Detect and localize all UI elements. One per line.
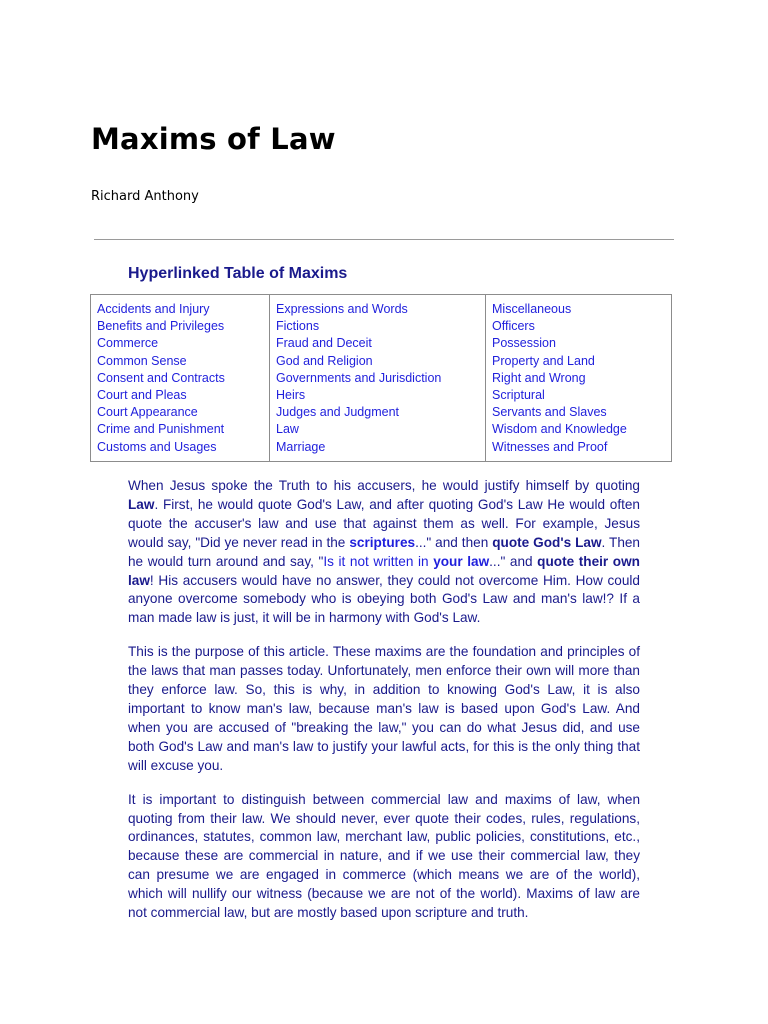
toc-link[interactable]: Customs and Usages [97,439,217,454]
toc-link[interactable]: Officers [492,319,535,334]
toc-column-3 [486,295,671,461]
toc-column-2 [270,295,486,461]
toc-link[interactable]: Court and Pleas [97,388,187,403]
toc-link[interactable]: Consent and Contracts [97,370,225,385]
toc-link[interactable]: Servants and Slaves [492,405,607,420]
toc-link[interactable]: Commerce [97,336,159,351]
toc-link[interactable]: Accidents and Injury [97,302,210,316]
bold-quote-their-own-law: quote their own law [128,553,640,588]
toc-link[interactable]: Miscellaneous [492,302,572,316]
link-scriptures[interactable]: scriptures [349,534,416,550]
article-body [128,477,640,938]
maxims-table [90,294,672,462]
paragraph-commercial-law: It is important to distinguish between commercial law and maxims of law, when quoting from their law. We should never, ever quote their codes, rules, regulations, ordinances, statutes, common law, merchant law, public policies, constitutions, etc., because these are commercial in nature, and if we use their commercial law, they can presume we are engaged in commerce (which means we are of the world), which will nullify our witness (because we are not of the world). Maxims of law are not commercial law, but are mostly based upon scripture and truth. [128,791,640,921]
toc-link[interactable]: Crime and Punishment [97,422,225,437]
toc-link[interactable]: Benefits and Privileges [97,319,225,334]
text-run: . First, he would quote God's Law, and after quoting God's Law He would often quote the accuser's law and use that against them as well. For example, Jesus would say, "Did ye never read in the [128,496,640,550]
toc-link[interactable]: Marriage [276,439,326,454]
toc-link[interactable]: Scriptural [492,388,545,403]
toc-link[interactable]: Judges and Judgment [276,405,400,420]
link-your-law[interactable]: your law [433,553,490,569]
page-title: Maxims of Law [91,122,336,156]
link-is-it-not-written[interactable]: Is it not written in [323,553,434,569]
bold-quote-gods-law: quote God's Law [492,534,602,550]
toc-link[interactable]: God and Religion [276,353,373,368]
toc-link[interactable]: Heirs [276,388,306,403]
horizontal-rule [94,239,674,240]
text-run: . Then he would turn around and say, " [128,534,640,569]
text-run: ! His accusers would have no answer, they could not overcome Him. How could anyone overcome somebody who is obeying both God's Law and man's law!? If a man made law is just, it will be in harmony with God's Law. [128,572,640,626]
paragraph-purpose: This is the purpose of this article. These maxims are the foundation and principles of the laws that man passes today. Unfortunately, men enforce their own will more than they enforce law. So, this is why, in addition to knowing God's Law, it is also important to know man's law, because man's law is based upon God's Law. And when you are accused of "breaking the law," you can do what Jesus did, and use both God's Law and man's law to justify your lawful acts, for this is the only thing that will excuse you. [128,644,640,773]
toc-link[interactable]: Law [276,422,299,437]
toc-link[interactable]: Witnesses and Proof [492,439,608,454]
toc-heading: Hyperlinked Table of Maxims [128,265,348,282]
toc-link[interactable]: Possession [492,336,556,351]
text-run: ..." and [489,553,538,569]
toc-link[interactable]: Wisdom and Knowledge [492,422,627,437]
toc-link[interactable]: Property and Land [492,353,595,368]
toc-link[interactable]: Fraud and Deceit [276,336,372,351]
toc-link[interactable]: Fictions [276,319,320,334]
toc-link[interactable]: Right and Wrong [492,370,586,385]
paragraph-jesus-quoting-law [128,477,640,628]
text-run: When Jesus spoke the Truth to his accusers, he would justify himself by quoting [128,478,640,493]
toc-link[interactable]: Expressions and Words [276,302,408,316]
toc-link[interactable]: Governments and Jurisdiction [276,370,442,385]
bold-law: Law [128,496,155,512]
toc-link[interactable]: Court Appearance [97,405,198,420]
author-name: Richard Anthony [91,189,199,204]
text-run: ..." and then [415,534,493,550]
toc-link[interactable]: Common Sense [97,353,187,368]
toc-column-1 [91,295,270,461]
